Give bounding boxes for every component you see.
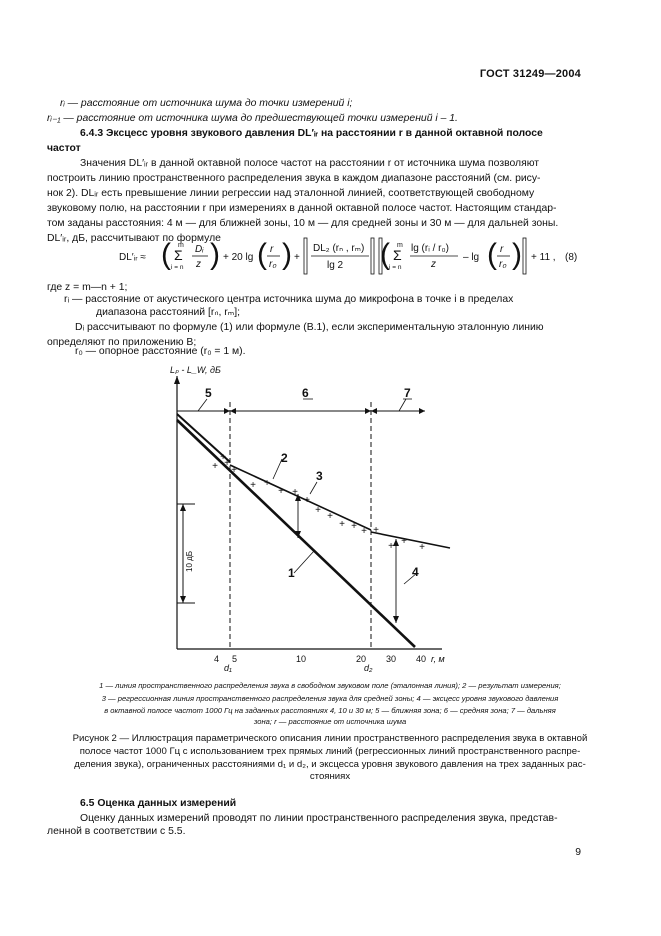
svg-text:+ 20 lg: + 20 lg [223,252,254,263]
page-number: 9 [575,847,581,858]
svg-text:(: ( [487,238,497,271]
y-axis-label: Lₚ - L_W, дБ [170,365,221,375]
svg-text:+: + [231,465,237,476]
svg-text:+: + [339,519,345,530]
d2-label: d₂ [364,663,373,673]
regression-mid [230,465,371,530]
x-tick: 10 [296,654,307,664]
svg-text:r₀: r₀ [499,259,507,270]
svg-text:): ) [210,238,220,271]
svg-text:Dᵢ: Dᵢ [195,244,204,255]
arrowhead [230,408,236,414]
svg-text:+: + [220,452,226,463]
svg-text:r: r [500,244,504,255]
svg-text:+: + [250,480,256,491]
standard-header: ГОСТ 31249—2004 [479,68,581,80]
x-tick: 30 [386,654,397,664]
svg-text:+: + [401,536,407,547]
svg-text:z: z [431,259,436,270]
regression-far [371,532,450,548]
section-643-heading: 6.4.3 Эксцесс уровня звукового давления DL′ᵢᵣ на расстоянии r в данной октавной полосе [80,128,543,139]
svg-text:(: ( [257,238,267,271]
svg-text:(8): (8) [565,252,578,263]
formula-lhs: DL′ᵢᵣ ≈ [119,252,146,263]
svg-text:(: ( [380,238,390,271]
svg-text:+: + [278,486,284,497]
callout-3: 3 [316,469,323,483]
arrowhead [174,376,180,384]
svg-text:+: + [327,511,333,522]
paragraph-line: звуковому полю, на расстоянии r при измерениях в данной октавной полосе частот. Настоящим стандар- [47,203,557,214]
where-line: rᵢ — расстояние от акустического центра источника шума до микрофона в точке i в пределах [64,294,514,305]
definition-ri: rᵢ — расстояние от источника шума до точки измерений i; [60,98,353,109]
formula-8 [45,236,590,280]
paragraph-line: Значения DL′ᵢᵣ в данной октавной полосе частот на расстоянии r от источника шума позволяют [80,158,540,169]
arrowhead [224,408,230,414]
paragraph-line: нок 2). DLᵢᵣ есть превышение линии регрессии над эталонной линией, соответствующей свободному [47,188,535,199]
figure-legend-line: 3 — регрессионная линия пространственного распределения звука для средней зоны; 4 — эксцесс уровня звукового давления [101,694,559,703]
svg-text:+: + [294,252,300,263]
figure-caption-line: деления звука), ограниченных расстояниями d₁ и d₂, и эксцесса уровня звукового давления на трех заданных рас- [74,759,586,770]
svg-text:DL₂ (rₙ , rₘ): DL₂ (rₙ , rₘ) [313,243,365,254]
svg-text:lg 2: lg 2 [327,260,344,271]
paragraph-line: Оценку данных измерений проводят по линии пространственного распределения звука, представ- [80,813,558,824]
svg-text:+: + [373,525,379,536]
svg-text:+: + [212,461,218,472]
figure-legend-line: в октавной полосе частот 1000 Гц на заданных расстояниях 4, 10 и 30 м; 5 — ближняя зона; 6 — средняя зона; 7 — дальняя [104,706,556,715]
callout-2: 2 [281,451,288,465]
figure-caption-line: полосе частот 1000 Гц с использованием трех прямых линий (регрессионных линий пространственного распре- [79,746,581,757]
svg-text:m: m [178,242,184,249]
scale-label: 10 дБ [185,550,194,572]
svg-text:Σ: Σ [174,247,183,263]
svg-text:+: + [264,478,270,489]
svg-text:Σ: Σ [393,247,402,263]
where-line: определяют по приложению В; [47,337,197,348]
svg-text:+: + [419,542,425,553]
svg-text:+: + [351,521,357,532]
where-line: где z = m—n + 1; [47,282,128,293]
callout-1: 1 [288,566,295,580]
definition-ri-1: rᵢ₋₁ — расстояние от источника шума до предшествующей точки измерений i – 1. [47,113,458,124]
svg-text:+: + [315,505,321,516]
callout-5: 5 [205,386,212,400]
arrowhead [365,408,371,414]
svg-text:r₀: r₀ [269,259,277,270]
svg-text:+ 11 ,: + 11 , [531,252,556,263]
paragraph-line: построить линию пространственного распределения звука в каждом диапазоне расстояний (см. рису- [47,173,541,184]
svg-text:m: m [397,242,403,249]
svg-text:+: + [292,487,298,498]
x-tick: 4 [214,654,220,664]
svg-text:i = n: i = n [171,264,184,271]
svg-text:– lg: – lg [463,252,480,263]
x-tick: 5 [232,654,238,664]
figure-legend-line: 1 — линия пространственного распределения звука в свободном звуковом поле (эталонная линия); 2 — результат измерения; [99,681,561,690]
svg-text:+: + [224,458,230,469]
figure-caption-line: стояниях [309,771,351,782]
x-tick: 40 [416,654,427,664]
paragraph-line: DL′ᵢᵣ, дБ, рассчитывают по формуле [47,233,221,244]
svg-text:+: + [304,495,310,506]
svg-text:): ) [282,238,292,271]
svg-text:+: + [388,541,394,552]
where-line: диапазона расстояний [rₙ, rₘ]; [96,307,240,318]
svg-text:r: r [270,244,274,255]
d1-label: d₁ [224,663,232,673]
paragraph-line: том заданы расстояния: 4 м — для ближней зоны, 10 м — для средней зоны и 30 м — для дальней зоны. [47,218,559,229]
svg-text:lg (rᵢ / r₀): lg (rᵢ / r₀) [411,243,449,254]
section-643-heading-cont: частот [47,143,81,154]
callout-7: 7 [404,386,411,400]
svg-text:z: z [196,259,201,270]
figure-caption-line: Рисунок 2 — Иллюстрация параметрического описания линии пространственного распределения звука в октавной [72,733,588,744]
svg-text:(: ( [161,238,171,271]
where-line: r₀ — опорное расстояние (r₀ = 1 м). [75,346,246,357]
section-65-heading: 6.5 Оценка данных измерений [80,798,237,809]
measurement-points [212,452,425,553]
arrowhead [371,408,377,414]
svg-text:+: + [361,526,367,537]
figure-legend-line: зона; r — расстояние от источника шума [253,717,407,726]
arrowhead [419,408,425,414]
x-axis-label: r, м [431,654,445,664]
paragraph-line: ленной в соответствии с 5.5. [47,826,186,837]
figure-2-diagram [150,362,470,674]
x-tick: 20 [356,654,367,664]
callout-6: 6 [302,386,309,400]
callout-4: 4 [412,565,419,579]
where-line: Dᵢ рассчитывают по формуле (1) или формуле (В.1), если экспериментальную эталонную линию [75,322,544,333]
svg-text:): ) [512,238,522,271]
svg-text:i = n: i = n [389,264,402,271]
